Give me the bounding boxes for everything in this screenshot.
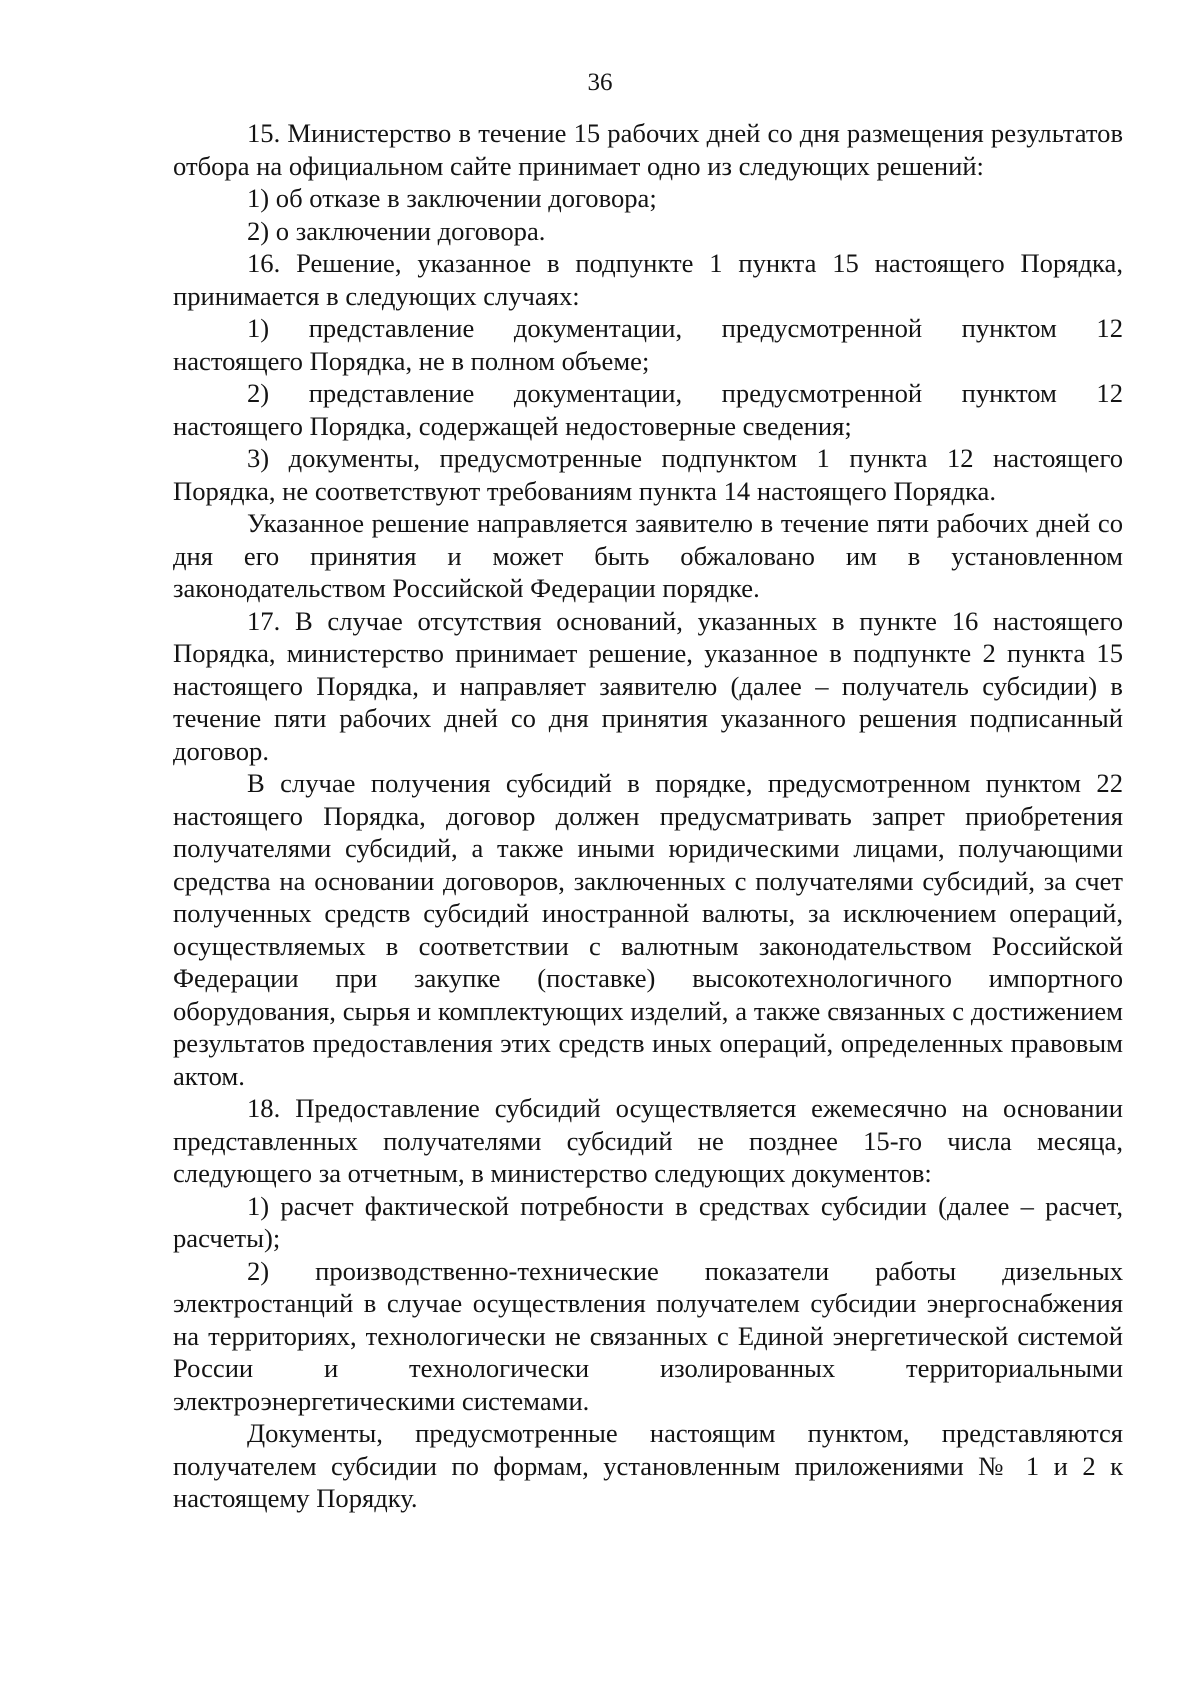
paragraph-16-item-2-line-1: 2) представление документации, предусмотренной пунктом 12: [247, 378, 1123, 408]
paragraph-16-item-1-line-2: настоящего Порядка, не в полном объеме;: [173, 345, 650, 376]
paragraph-15-item-2: 2) о заключении договора.: [247, 215, 546, 246]
paragraph-16-item-2-line-2: настоящего Порядка, содержащей недостоверные сведения;: [173, 410, 852, 441]
paragraph-16-item-1-line-1: 1) представление документации, предусмотренной пунктом 12: [247, 313, 1123, 343]
page-number: 36: [587, 69, 613, 96]
paragraph-17-currency-ban: В случае получения субсидий в порядке, предусмотренном пунктом 22 настоящего Порядка, договор должен предусматривать запрет приобретения получателями субсидий, а также иными юридическими лицами, получающими средства на основании договоров, заключенных с получателями субсидий, за счет полученных средств субсидий иностранной валюты, за исключением операций, осуществляемых в соответствии с валютным законодательством Российской Федерации при закупке (поставке) высокотехнологичного импортного оборудования, сырья и комплектующих изделий, а также связанных с достижением результатов предоставления этих средств иных операций, определенных правовым актом.: [173, 768, 1123, 1091]
paragraph-16-item-3: 3) документы, предусмотренные подпунктом 1 пункта 12 настоящего Порядка, не соответствуют требованиям пункта 14 настоящего Порядка.: [173, 443, 1123, 506]
paragraph-18-item-2: 2) производственно-технические показатели работы дизельных электростанций в случае осуществления получателем субсидии энергоснабжения на территориях, технологически не связанных с Единой энергетической системой России и технологически изолированных территориальными электроэнергетическими системами.: [173, 1255, 1123, 1416]
paragraph-16: 16. Решение, указанное в подпункте 1 пункта 15 настоящего Порядка, принимается в следующих случаях:: [173, 248, 1123, 311]
paragraph-18: 18. Предоставление субсидий осуществляется ежемесячно на основании представленных получателями субсидий не позднее 15-го числа месяца, следующего за отчетным, в министерство следующих документов:: [173, 1093, 1123, 1188]
paragraph-16-note: Указанное решение направляется заявителю в течение пяти рабочих дней со дня его принятия и может быть обжаловано им в установленном законодательством Российской Федерации порядке.: [173, 508, 1123, 603]
paragraph-15-item-1: 1) об отказе в заключении договора;: [247, 183, 657, 213]
paragraph-17: 17. В случае отсутствия оснований, указанных в пункте 16 настоящего Порядка, министерство принимает решение, указанное в подпункте 2 пункта 15 настоящего Порядка, и направляет заявителю (далее – получатель субсидии) в течение пяти рабочих дней со дня принятия указанного решения подписанный договор.: [173, 605, 1123, 766]
paragraph-18-item-1: 1) расчет фактической потребности в средствах субсидии (далее – расчет, расчеты);: [173, 1190, 1123, 1253]
document-body: [173, 117, 1123, 1515]
paragraph-18-forms: Документы, предусмотренные настоящим пунктом, представляются получателем субсидии по формам, установленным приложениями № 1 и 2 к настоящему Порядку.: [173, 1418, 1123, 1513]
paragraph-15: 15. Министерство в течение 15 рабочих дней со дня размещения результатов отбора на официальном сайте принимает одно из следующих решений:: [173, 118, 1123, 181]
